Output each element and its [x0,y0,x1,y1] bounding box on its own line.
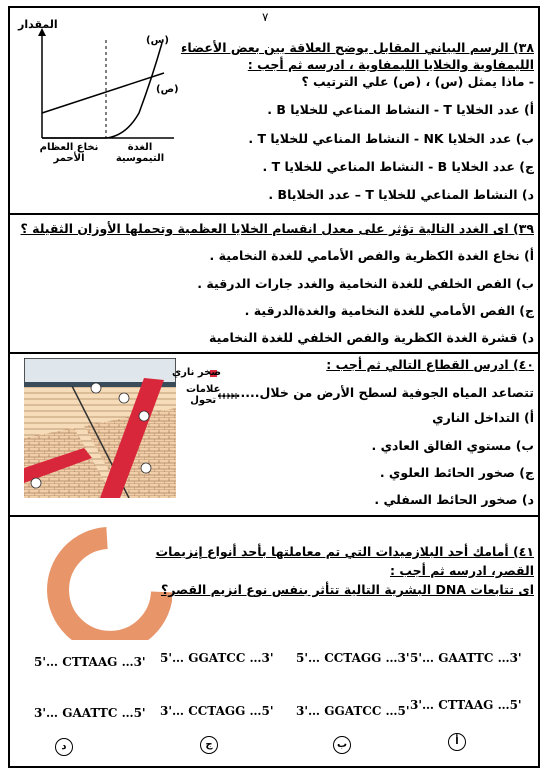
q40-stem: تتصاعد المياه الجوفية لسطح الأرض من خلال......... [216,385,534,400]
choice-c-marker[interactable]: ج [200,736,218,754]
legend-igneous-label: صخر ناري [172,367,222,378]
choice-d-bottom-strand: 3'… GAATTC …5' [34,706,146,720]
q38-option-b[interactable]: ب) عدد الخلايا NK - النشاط المناعي للخلايا T . [248,131,534,146]
q41-line3: اى تتابعات DNA البشرية التالية تتأثر بنفس نوع انزيم القصر؟ [161,582,534,597]
choice-b-top-strand: 5'… CCTAGG …3' [296,651,410,665]
plasmid-right-end-label: GATCC 3' G 5' [120,517,168,566]
q38-line2: الليمفاوية والخلايا الليمفاوية ، ادرسه ثم أجب : [247,57,534,72]
choice-a-top-strand: 5'… GAATTC …3' [410,651,522,665]
graph-y-label: المقدار [18,18,58,31]
divider-3 [10,515,540,517]
divider-1 [10,213,540,215]
page-number: ٧ [262,10,269,24]
choice-c-bottom-strand: 3'… CCTAGG …5' [160,704,274,718]
q39-question: ٣٩) اى الغدد التالية تؤثر على معدل انقسام الخلايا العظمية وتحملها الأوزان الثقيلة ؟ [20,221,534,236]
graph-curve-p-label: (ص) [156,84,179,95]
choice-d-top-strand: 5'… CTTAAG …3' [34,655,146,669]
q40-question: ٤٠) ادرس القطاع التالي ثم أجب : [326,357,534,372]
q38-option-d[interactable]: د) النشاط المناعي للخلايا T – عدد الخلاياB . [268,187,534,202]
choice-b-bottom-strand: 3'… GGATCC …5' [296,704,410,718]
choice-a-marker[interactable]: أ [448,733,466,751]
choice-a-bottom-strand: 3'… CTTAAG …5' [410,698,522,712]
q40-option-a[interactable]: أ) التداخل الناري [432,410,534,425]
q38-option-c[interactable]: ج) عدد الخلايا B - النشاط المناعي للخلايا T . [262,159,534,174]
plasmid-left-end-label: GG 3'CCTAG 5' [18,542,64,593]
divider-2 [10,352,540,354]
curve-s [42,43,162,138]
graph-curve-s-label: (س) [146,35,169,46]
q41-line1: ٤١) أمامك أحد البلازميدات التي تم معاملتها بأحد أنواع إنزيمات [155,544,534,559]
q38-option-a[interactable]: أ) عدد الخلايا T - النشاط المناعي للخلايا B . [267,102,534,117]
choice-c-top-strand: 5'… GGATCC …3' [160,651,274,665]
q38-line1: ٣٨) الرسم البياني المقابل يوضح العلاقة بين بعض الأعضاء [180,40,534,55]
choice-b-marker[interactable]: ب [333,736,351,754]
q40-option-b[interactable]: ب) مستوي الفالق العادي . [371,438,534,453]
legend-fault-label: علامات تحول [186,384,221,406]
q39-option-c[interactable]: ج) الفص الأمامي للغدة النخامية والغدةالدرقية . [244,303,534,318]
q39-option-d[interactable]: د) قشرة الغدة الكظرية والفص الخلفي للغدة النخامية [209,330,534,345]
geology-section-diagram [24,358,176,498]
q39-option-a[interactable]: أ) نخاع الغدة الكظرية والفص الأمامي للغدة النخامية . [209,248,534,263]
q38-line3: - ماذا يمثل (س) ، (ص) علي الترتيب ؟ [301,74,534,89]
q39-option-b[interactable]: ب) الفص الخلفي للغدة النخامية والغدد جارات الدرقية . [197,276,534,291]
q41-line2: القصر، ادرسه ثم أجب : [389,563,534,578]
q40-option-c[interactable]: ج) صخور الحائط العلوي . [379,465,534,480]
graph-right-label: الغدة التيموسية [115,142,165,164]
choice-d-marker[interactable]: د [55,738,73,756]
graph-left-label: نخاع العظام الأحمر [39,142,99,164]
q40-option-d[interactable]: د) صخور الحائط السفلي . [374,492,534,507]
